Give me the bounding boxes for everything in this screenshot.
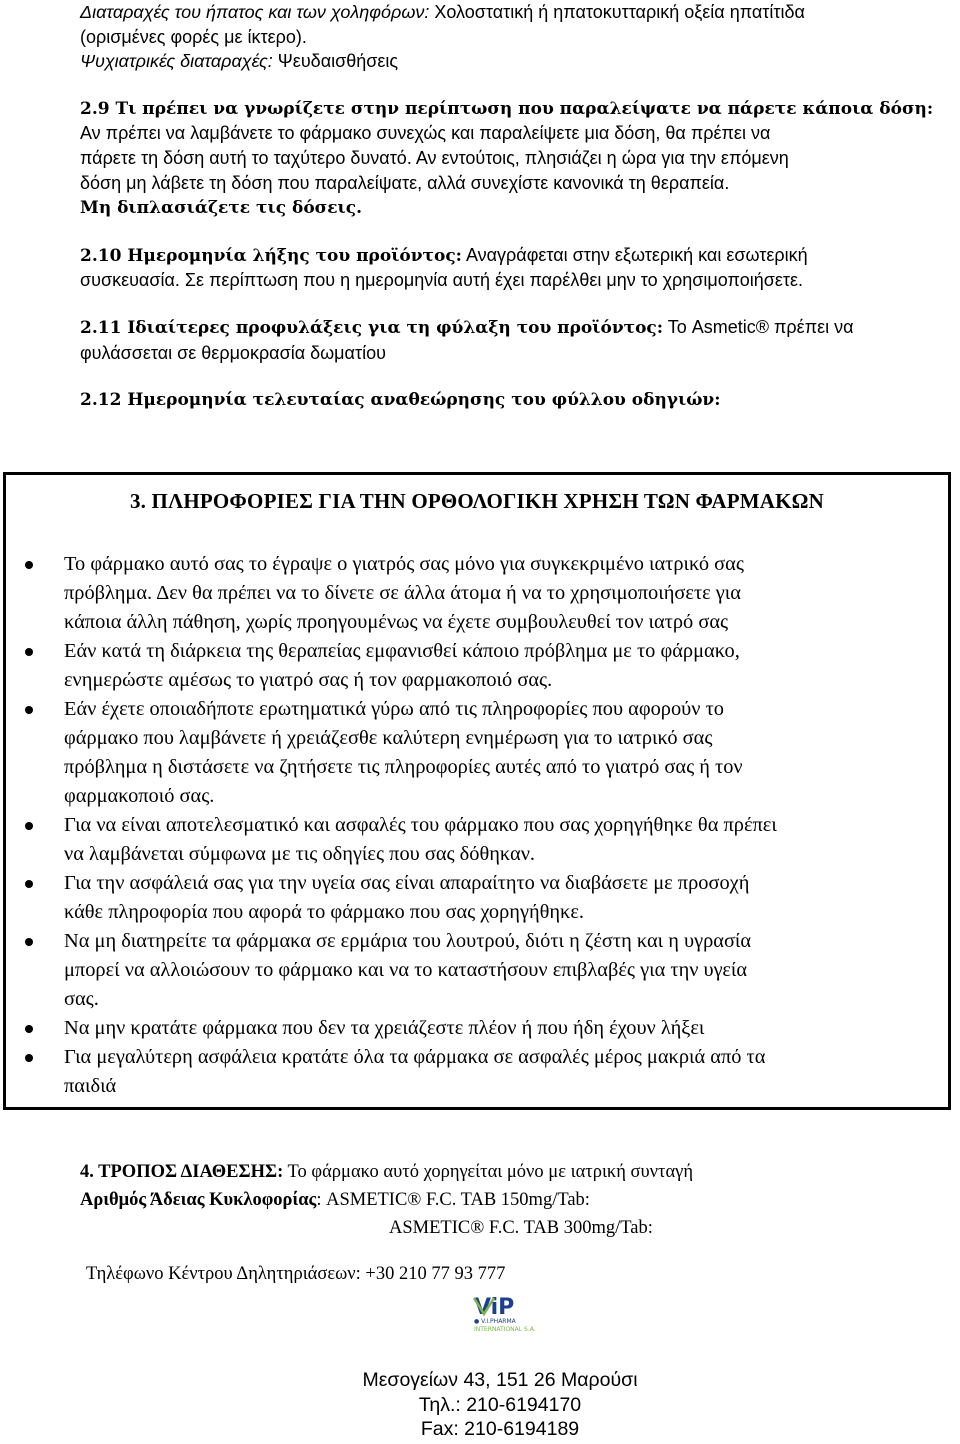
list-item: Εάν έχετε οποιαδήποτε ερωτηματικά γύρω από τις πληροφορίες που αφορούν το φάρμακο που λαμβάνετε ή χρειάζεσθε καλύτερη ενημέρωση για το ιατρικό σας πρόβλημα η διστάσετε να ζητήσετε τις πληροφορίες αυτές από το γιατρό σας ή τον φαρμακοποιό σας.: [6, 695, 936, 811]
list-item: Για την ασφάλειά σας για την υγεία σας είναι απαραίτητο να διαβάσετε με προσοχή κάθε πληροφορία που αφορά το φάρμακο που σας χορηγήθηκε.: [6, 869, 936, 927]
section-2-9-warning: Μη διπλασιάζετε τις δόσεις.: [80, 198, 363, 219]
bullet-icon: [25, 561, 33, 569]
bullet-icon: [25, 938, 33, 946]
list-item: Για μεγαλύτερη ασφάλεια κρατάτε όλα τα φάρμακα σε ασφαλές μέρος μακριά από τα παιδιά: [6, 1043, 936, 1101]
poison-center-phone: Τηλέφωνο Κέντρου Δηλητηριάσεων: +30 210 77 93 777: [86, 1264, 506, 1284]
list-item: Να μη διατηρείτε τα φάρμακα σε ερμάρια του λουτρού, διότι η ζέστη και η υγρασία μπορεί να αλλοιώσουν το φάρμακο και να το καταστήσουν επιβλαβές για την υγεία σας.: [6, 927, 936, 1014]
address-fax: Fax: 210-6194189: [420, 1418, 580, 1440]
side-effects-liver-cont: (ορισμένες φορές με ίκτερο).: [80, 26, 307, 47]
section-2-11: 2.11 Ιδιαίτερες προφυλάξεις για τη φύλαξη του προϊόντος: Το Asmetic® πρέπει να: [80, 316, 854, 338]
bullet-icon: [25, 648, 33, 656]
section-2-10-line2: συσκευασία. Σε περίπτωση που η ημερομηνία αυτή έχει παρέλθει μην το χρησιμοποιήσετε.: [80, 270, 803, 291]
logo-line2: INTERNATIONAL S.A.: [474, 1326, 536, 1333]
disposal-section: [80, 1158, 940, 1242]
list-item: Να μην κρατάτε φάρμακα που δεν τα χρειάζεστε πλέον ή που ήδη έχουν λήξει: [6, 1014, 936, 1043]
list-item: Εάν κατά τη διάρκεια της θεραπείας εμφανισθεί κάποιο πρόβλημα με το φάρμακο, ενημερώστε αμέσως το γιατρό σας ή τον φαρμακοποιό σας.: [6, 637, 936, 695]
bullet-icon: [25, 706, 33, 714]
section-2-9-title: 2.9 Τι πρέπει να γνωρίζετε στην περίπτωση που παραλείψατε να πάρετε κάποια δόση:: [80, 98, 934, 119]
bullet-icon: [25, 822, 33, 830]
rational-use-list: [6, 550, 936, 1101]
section-2-11-line2: φυλάσσεται σε θερμοκρασία δωματίου: [80, 342, 386, 363]
license-line-2: ASMETIC® F.C. TAB 300mg/Tab:: [389, 1218, 653, 1238]
address-street: Μεσογείων 43, 151 26 Μαρούσι: [362, 1369, 638, 1391]
section-2-9-line2: πάρετε τη δόση αυτή το ταχύτερο δυνατό. Αν εντούτοις, πλησιάζει η ώρα για την επόμενη: [80, 147, 789, 168]
vipharma-logo: [470, 1290, 570, 1334]
license-line: Αριθμός Άδειας Κυκλοφορίας: ASMETIC® F.C. TAB 150mg/Tab:: [80, 1190, 590, 1210]
address-tel: Τηλ.: 210-6194170: [418, 1393, 582, 1416]
section-2-9-line1: Αν πρέπει να λαμβάνετε το φάρμακο συνεχώς και παραλείψετε μια δόση, θα πρέπει να: [80, 123, 771, 144]
side-effects-psych: Ψυχιατρικές διαταραχές: Ψευδαισθήσεις: [80, 51, 399, 72]
bullet-icon: [25, 880, 33, 888]
vipharma-logo-icon: [470, 1290, 570, 1334]
company-address: [300, 1368, 700, 1442]
rational-use-box: [3, 472, 951, 1110]
logo-line1: ● V.I.PHARMA: [474, 1318, 516, 1325]
section-2-10: 2.10 Ημερομηνία λήξης του προϊόντος: Αναγράφεται στην εξωτερική και εσωτερική: [80, 244, 808, 266]
section-2-9-line3: δόση μη λάβετε τη δόση που παραλείψατε, αλλά συνεχίστε κανονικά τη θεραπεία.: [80, 172, 730, 193]
logo-mark: ViP: [474, 1295, 515, 1320]
side-effects-liver: Διαταραχές του ήπατος και των χοληφόρων: Χολοστατική ή ηπατοκυτταρική οξεία ηπατίτιδα: [80, 2, 805, 22]
section-3-heading: 3. ΠΛΗΡΟΦΟΡΙΕΣ ΓΙΑ ΤΗΝ ΟΡΘΟΛΟΓΙΚΗ ΧΡΗΣΗ ΤΩΝ ΦΑΡΜΑΚΩΝ: [129, 489, 825, 513]
list-item: Για να είναι αποτελεσματικό και ασφαλές του φάρμακο που σας χορηγήθηκε θα πρέπει να λαμβάνεται σύμφωνα με τις οδηγίες που σας δόθηκαν.: [6, 811, 936, 869]
bullet-icon: [25, 1054, 33, 1062]
list-item: Το φάρμακο αυτό σας το έγραψε ο γιατρός σας μόνο για συγκεκριμένο ιατρικό σας πρόβλημα. Δεν θα πρέπει να το δίνετε σε άλλα άτομα ή να το χρησιμοποιήσετε για κάποια άλλη πάθηση, χωρίς προηγουμένως να έχετε συμβουλευθεί τον ιατρό σας: [6, 550, 936, 637]
bullet-icon: [25, 1025, 33, 1033]
disposal-line: 4. ΤΡΟΠΟΣ ΔΙΑΘΕΣΗΣ: Το φάρμακο αυτό χορηγείται μόνο με ιατρική συνταγή: [80, 1162, 694, 1182]
section-2-12: 2.12 Ημερομηνία τελευταίας αναθεώρησης του φύλλου οδηγιών:: [80, 390, 721, 411]
top-section: [80, 0, 940, 413]
